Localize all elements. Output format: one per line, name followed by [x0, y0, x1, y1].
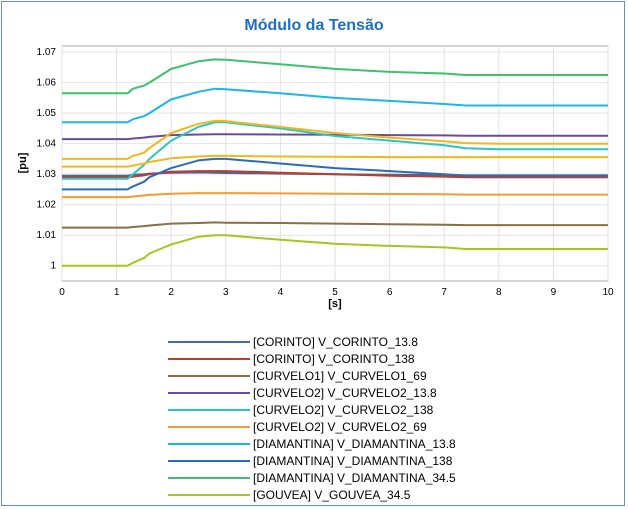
- x-tick-label: 8: [496, 287, 502, 298]
- legend-label: [DIAMANTINA] V_DIAMANTINA_34.5: [253, 471, 456, 485]
- x-tick-label: 6: [386, 287, 393, 298]
- x-tick-label: 5: [332, 287, 338, 298]
- legend-item[interactable]: [168, 351, 588, 368]
- x-tick-label: 7: [441, 287, 447, 298]
- legend-label: [CORINTO] V_CORINTO_138: [253, 352, 415, 366]
- x-tick-label: 10: [602, 287, 614, 298]
- x-tick-label: 2: [168, 287, 174, 298]
- legend-item[interactable]: [168, 487, 588, 504]
- legend-label: [CURVELO2] V_CURVELO2_69: [253, 420, 427, 434]
- legend-label: [GOUVEA] V_GOUVEA_34.5: [253, 488, 411, 502]
- x-tick-label: 0: [59, 287, 65, 298]
- legend-label: [CORINTO] V_CORINTO_13.8: [253, 335, 418, 349]
- legend-swatch: [168, 341, 250, 343]
- x-axis-label: [s]: [328, 298, 342, 310]
- y-axis-label: [pu]: [17, 152, 29, 174]
- y-tick-label: 1.03: [36, 169, 56, 181]
- legend-swatch: [168, 409, 250, 411]
- legend-item[interactable]: [168, 453, 588, 470]
- y-tick-label: 1.02: [36, 199, 56, 211]
- legend-item[interactable]: [168, 436, 588, 453]
- legend-item[interactable]: [168, 334, 588, 351]
- legend-swatch: [168, 494, 250, 496]
- legend-label: [CURVELO2] V_CURVELO2_138: [253, 403, 434, 417]
- x-tick-label: 9: [550, 287, 557, 298]
- legend-swatch: [168, 392, 250, 394]
- legend-swatch: [168, 443, 250, 445]
- y-tick-label: 1.01: [36, 230, 56, 242]
- legend-item[interactable]: [168, 385, 588, 402]
- legend-label: [CURVELO2] V_CURVELO2_13.8: [253, 386, 437, 400]
- legend-label: [DIAMANTINA] V_DIAMANTINA_138: [253, 454, 453, 468]
- y-tick-label: 1.07: [36, 47, 56, 59]
- legend-item[interactable]: [168, 470, 588, 487]
- legend-swatch: [168, 375, 250, 377]
- legend-item[interactable]: [168, 402, 588, 419]
- legend-swatch: [168, 460, 250, 462]
- x-tick-label: 1: [113, 287, 120, 298]
- legend-label: [CURVELO1] V_CURVELO1_69: [253, 369, 427, 383]
- legend-item[interactable]: [168, 368, 588, 385]
- legend: [168, 334, 588, 504]
- legend-swatch: [168, 477, 250, 479]
- chart-title: Módulo da Tensão: [244, 17, 384, 34]
- y-tick-label: 1.04: [36, 138, 56, 150]
- y-tick-label: 1: [50, 260, 56, 272]
- y-tick-label: 1.05: [36, 108, 56, 120]
- y-tick-label: 1.06: [36, 77, 56, 89]
- legend-item[interactable]: [168, 419, 588, 436]
- legend-label: [DIAMANTINA] V_DIAMANTINA_13.8: [253, 437, 456, 451]
- legend-swatch: [168, 426, 250, 428]
- legend-swatch: [168, 358, 250, 360]
- x-tick-label: 3: [223, 287, 229, 298]
- x-tick-label: 4: [277, 287, 284, 298]
